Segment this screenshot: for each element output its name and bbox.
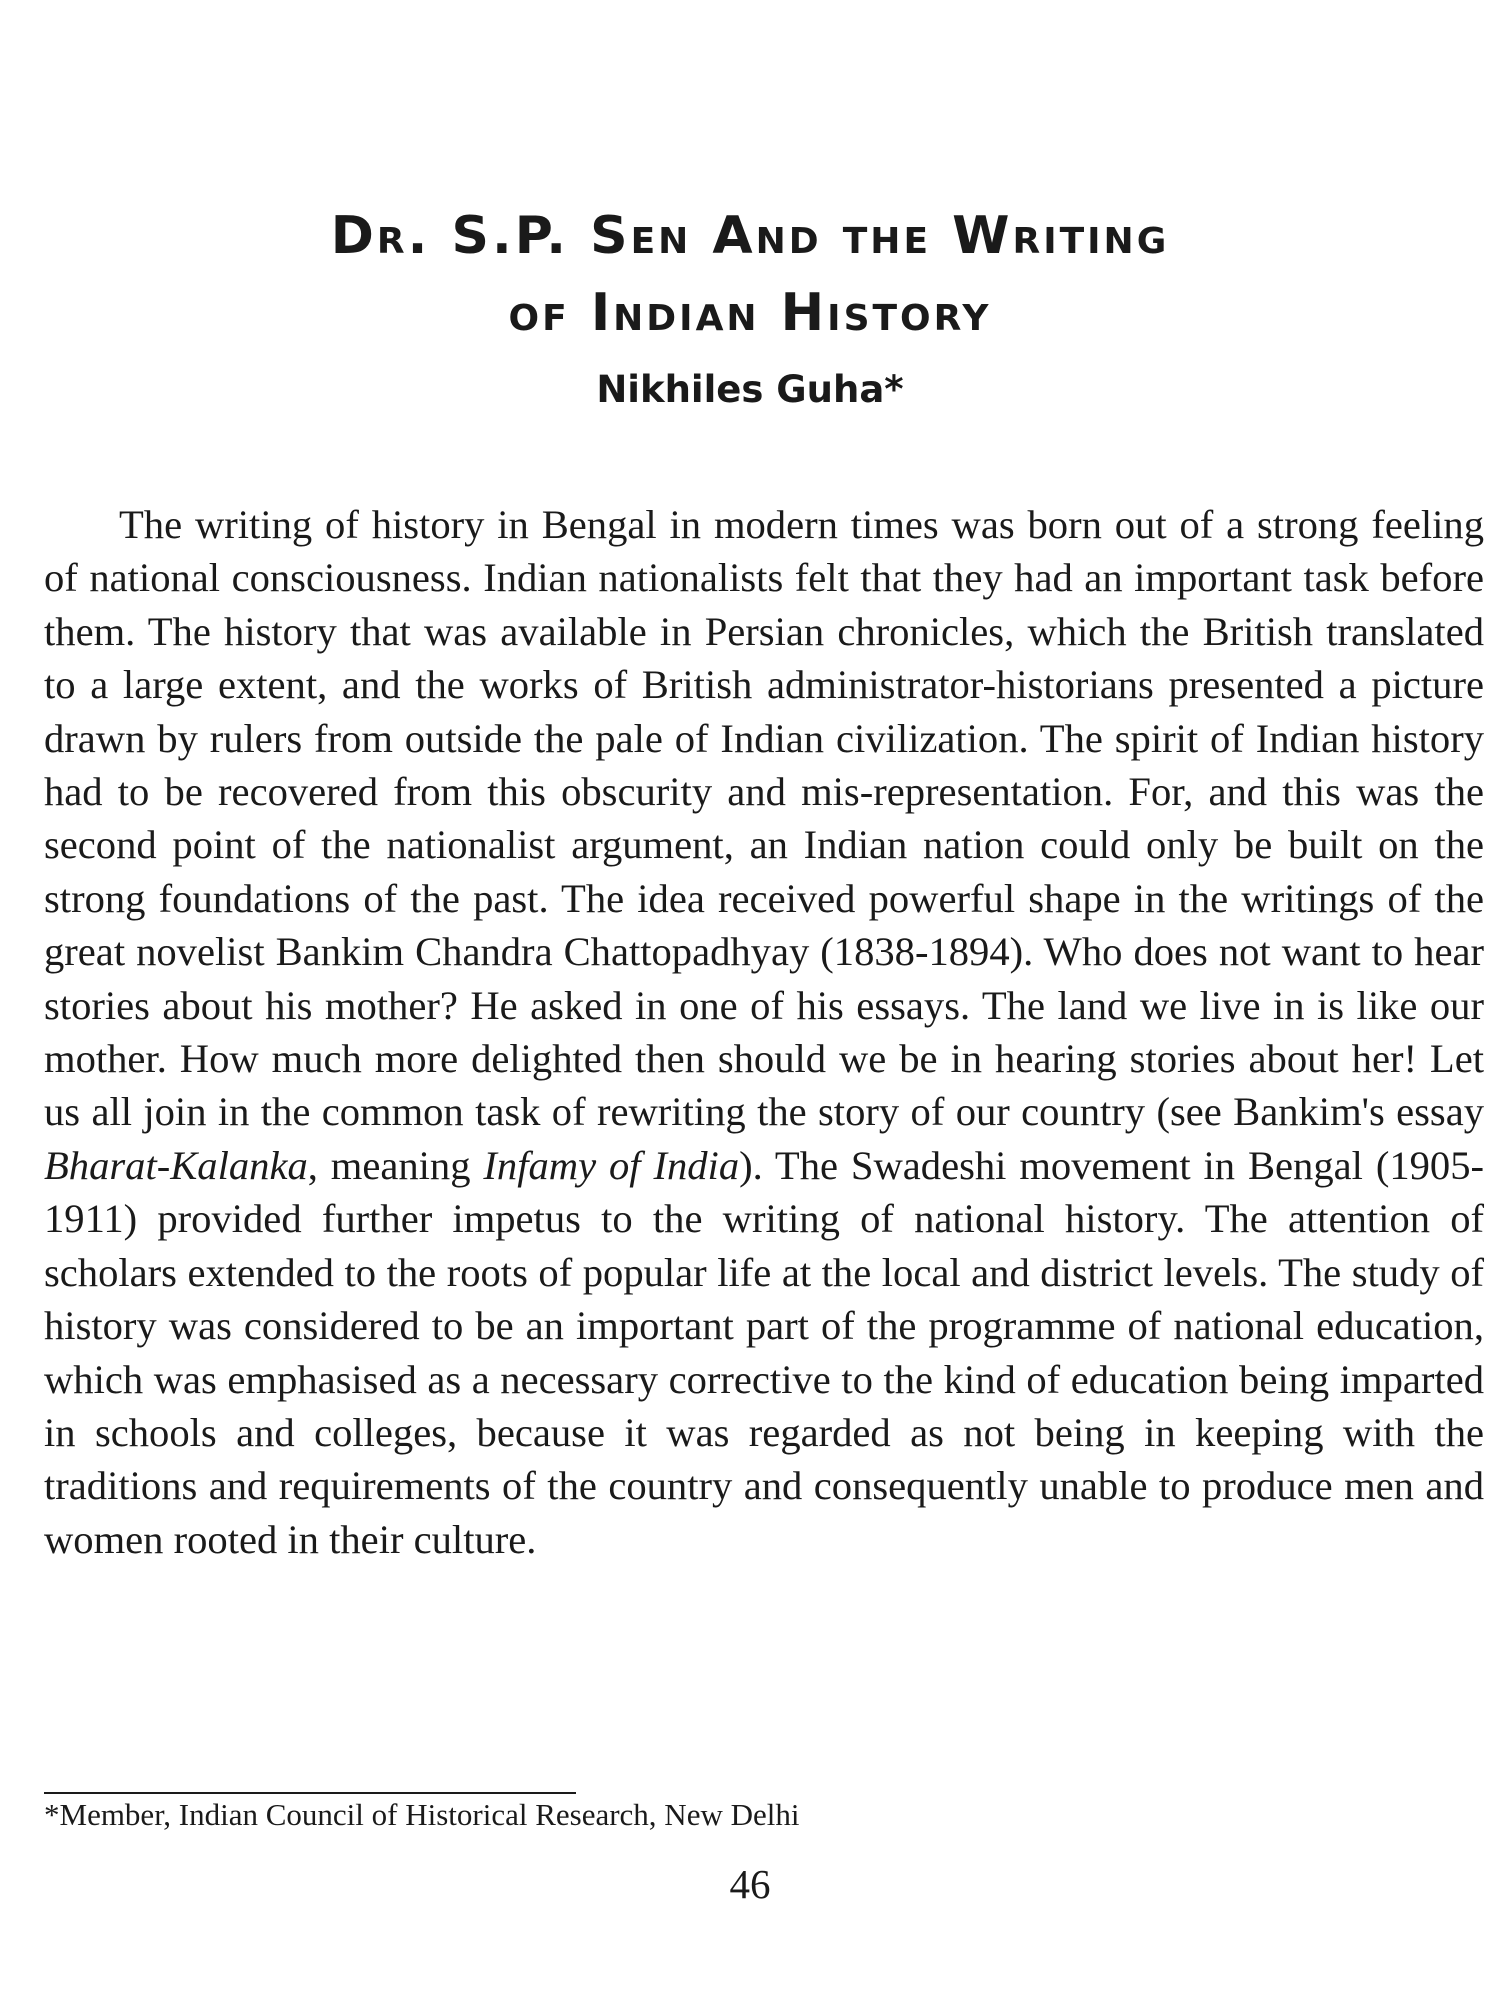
- body-text-segment: The writing of history in Bengal in modern times was born out of a strong feeling of national consciousness. Indian nationalists felt that they had an important task before them. The history that was available in Persian chronicles, which the British translated to a large extent, and the works of British administrator-historians presented a picture drawn by rulers from outside the pale of Indian civilization. The spirit of Indian history had to be recovered from this obscurity and mis-representation. For, and this was the second point of the nationalist argument, an Indian nation could only be built on the strong foundations of the past. The idea received powerful shape in the writings of the great novelist Bankim Chandra Chattopadhyay (1838-1894). Who does not want to hear stories about his mother? He asked in one of his essays. The land we live in is like our mother. How much more delighted then should we be in hearing stories about her! Let us all join in the common task of rewriting the story of our country (see Bankim's essay: [44, 502, 1484, 1135]
- article-title-line-2: of Indian History: [508, 283, 992, 343]
- page-number: 46: [729, 1861, 771, 1907]
- italic-title-bharat-kalanka: Bharat-Kalanka: [44, 1142, 308, 1188]
- footnote: *Member, Indian Council of Historical Research, New Delhi: [44, 1797, 800, 1832]
- body-paragraph: [44, 498, 1484, 1566]
- italic-title-infamy-of-india: Infamy of India: [483, 1142, 740, 1188]
- footnote-divider: [44, 1792, 576, 1794]
- body-text-segment: ). The Swadeshi movement in Bengal (1905-1911) provided further impetus to the writing of national history. The attention of scholars extended to the roots of popular life at the local and district levels. The study of history was considered to be an important part of the programme of national education, which was emphasised as a necessary corrective to the kind of education being imparted in schools and colleges, because it was regarded as not being in keeping with the traditions and requirements of the country and consequently unable to produce men and women rooted in their culture.: [44, 1142, 1484, 1562]
- author-name: Nikhiles Guha*: [596, 368, 904, 411]
- article-title-line-1: Dr. S.P. Sen And the Writing: [330, 206, 1170, 266]
- body-text-segment: , meaning: [307, 1142, 484, 1188]
